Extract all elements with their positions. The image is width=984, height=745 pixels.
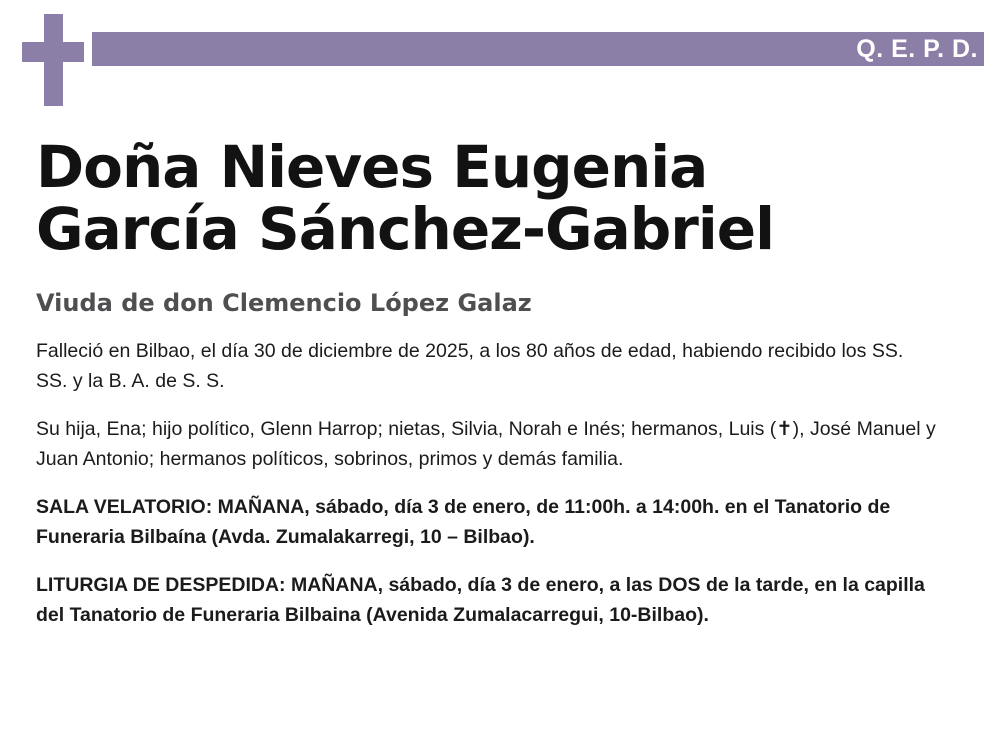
deceased-name	[36, 133, 948, 263]
family-survivors-text: Su hija, Ena; hijo político, Glenn Harrop; nietas, Silvia, Norah e Inés; hermanos, Luis (✝), José Manuel y Juan Antonio; hermanos políticos, sobrinos, primos y demás familia.	[36, 418, 936, 470]
header-band	[92, 32, 984, 66]
funeral-liturgy-info: LITURGIA DE DESPEDIDA: MAÑANA, sábado, día 3 de enero, a las DOS de la tarde, en la capilla del Tanatorio de Funeraria Bilbaina (Avenida Zumalacarregui, 10-Bilbao).	[36, 574, 925, 626]
deceased-name-line1: Doña Nieves Eugenia	[36, 133, 708, 201]
deceased-name-line2: García Sánchez-Gabriel	[36, 195, 774, 263]
cross-horizontal-bar	[22, 42, 84, 62]
qepd-label: Q. E. P. D.	[856, 35, 978, 63]
death-notice-text: Falleció en Bilbao, el día 30 de diciembre de 2025, a los 80 años de edad, habiendo recibido los SS. SS. y la B. A. de S. S.	[36, 340, 904, 392]
cross-icon	[22, 14, 84, 106]
wake-room-info: SALA VELATORIO: MAÑANA, sábado, día 3 de enero, de 11:00h. a 14:00h. en el Tanatorio de Funeraria Bilbaína (Avda. Zumalakarregi, 10 – Bilbao).	[36, 496, 891, 548]
deceased-relation: Viuda de don Clemencio López Galaz	[36, 289, 532, 317]
obituary-content	[0, 133, 984, 630]
obituary-header	[0, 0, 984, 108]
